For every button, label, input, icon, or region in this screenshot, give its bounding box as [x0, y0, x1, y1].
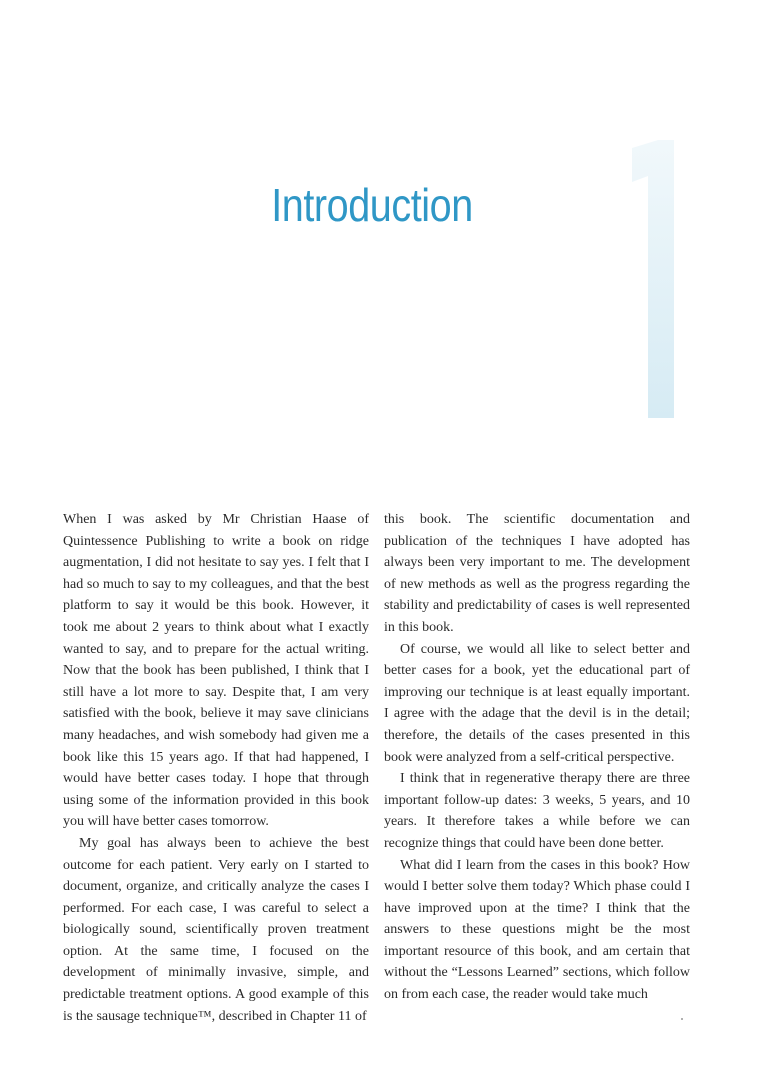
- paragraph: I think that in regenerative therapy there are three important follow-up dates: 3 weeks, 5 years, and 10 years. It therefore takes a while before we can recognize things that could have been done better.: [384, 771, 690, 851]
- body-column-right: [384, 509, 690, 1006]
- paragraph: What did I learn from the cases in this book? How would I better solve them today? Which phase could I have improved upon at the time? I think that the answers to these questions might be the most important resource of this book, and am certain that without the “Lessons Learned” sections, which follow on from each case, the reader would take much: [384, 857, 690, 1003]
- paragraph: Of course, we would all like to select better and better cases for a book, yet the educational part of improving our technique is at least equally important. I agree with the adage that the devil is in the detail; therefore, the details of the cases presented in this book were analyzed from a self-critical perspective.: [384, 641, 690, 765]
- body-column-left: [63, 509, 369, 1027]
- paragraph: this book. The scientific documentation and publication of the techniques I have adopted has always been very important to me. The development of new methods as well as the progress regarding the stability and predictability of cases is well represented in this book.: [384, 512, 690, 635]
- paragraph: My goal has always been to achieve the best outcome for each patient. Very early on I started to document, organize, and critically analyze the cases I performed. For each case, I was careful to select a biologically sound, scientifically proven treatment option. At the same time, I focused on the development of minimally invasive, simple, and predictable treatment options. A good example of this is the sausage technique™, described in Chapter 11 of: [63, 835, 369, 1024]
- paragraph: When I was asked by Mr Christian Haase of Quintessence Publishing to write a book on ridge augmentation, I did not hesitate to say yes. I felt that I had so much to say to my colleagues, and that the best platform to say it would be this book. However, it took me about 2 years to think about what I exactly wanted to say, and to prepare for the actual writing. Now that the book has been published, I think that I still have a lot more to say. Despite that, I am very satisfied with the book, believe it may save clinicians many headaches, and wish somebody had given me a book like this 15 years ago. If that had happened, I would have better cases today. I hope that through using some of the information provided in this book you will have better cases tomorrow.: [63, 512, 369, 830]
- page-mark: [681, 1018, 683, 1020]
- chapter-title: Introduction: [271, 179, 473, 231]
